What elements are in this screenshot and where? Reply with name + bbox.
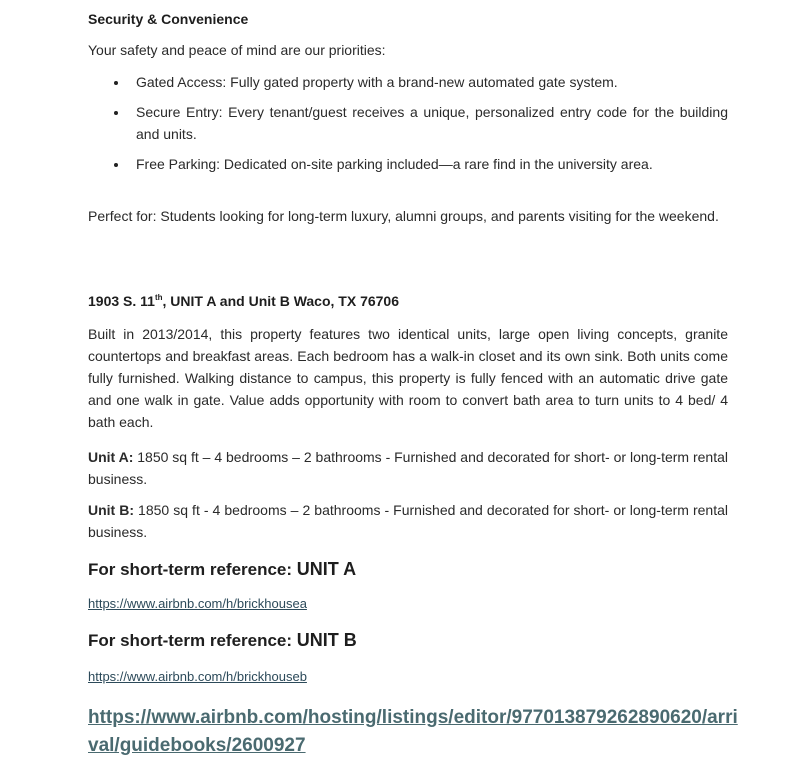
unit-b-reference-label: UNIT B [296, 630, 357, 650]
list-item [88, 71, 728, 93]
perfect-for-text: Perfect for: Students looking for long-term luxury, alumni groups, and parents visiting for the weekend. [88, 208, 719, 224]
unit-a-details [88, 446, 728, 490]
property-description: Built in 2013/2014, this property features two identical units, large open living concepts, granite countertops and breakfast areas. Each bedroom has a walk-in closet and its own sink. Both units come fully furnished. Walking distance to campus, this property is fully fenced with an automatic drive gate and one walk in gate. Value adds opportunity with room to convert bath area to turn units to 4 bed/ 4 bath each. [88, 326, 728, 430]
unit-a-reference-label: UNIT A [296, 559, 357, 579]
property-address [88, 293, 399, 309]
bullet-icon [114, 81, 118, 85]
unit-a-airbnb-link[interactable]: https://www.airbnb.com/h/brickhousea [88, 596, 307, 611]
feature-gated-access: Gated Access: Fully gated property with a brand-new automated gate system. [136, 74, 618, 90]
guidebook-link[interactable]: https://www.airbnb.com/hosting/listings/editor/977013879262890620/arrival/guidebooks/2600927 [88, 707, 738, 756]
address-superscript: th [154, 293, 163, 302]
unit-b-label: Unit B: [88, 502, 135, 518]
unit-b-airbnb-link[interactable]: https://www.airbnb.com/h/brickhouseb [88, 669, 307, 684]
unit-a-reference-heading [88, 559, 356, 580]
reference-prefix: For short-term reference: [88, 631, 297, 650]
unit-a-text: 1850 sq ft – 4 bedrooms – 2 bathrooms - Furnished and decorated for short- or long-term rental business. [88, 449, 728, 487]
unit-b-details [88, 499, 728, 543]
security-intro: Your safety and peace of mind are our priorities: [88, 42, 386, 58]
list-item [88, 153, 728, 175]
bullet-icon [114, 111, 118, 115]
unit-b-reference-heading [88, 630, 357, 651]
unit-a-label: Unit A: [88, 449, 134, 465]
feature-secure-entry: Secure Entry: Every tenant/guest receives a unique, personalized entry code for the building and units. [136, 104, 728, 142]
unit-b-text: 1850 sq ft - 4 bedrooms – 2 bathrooms - Furnished and decorated for short- or long-term rental business. [88, 502, 728, 540]
reference-prefix: For short-term reference: [88, 560, 297, 579]
feature-free-parking: Free Parking: Dedicated on-site parking included—a rare find in the university area. [136, 156, 653, 172]
security-heading: Security & Convenience [88, 11, 249, 27]
address-prefix: 1903 S. 11 [88, 293, 155, 309]
address-suffix: , UNIT A and Unit B Waco, TX 76706 [162, 293, 399, 309]
bullet-icon [114, 163, 118, 167]
list-item [88, 101, 728, 145]
feature-list [88, 71, 728, 183]
